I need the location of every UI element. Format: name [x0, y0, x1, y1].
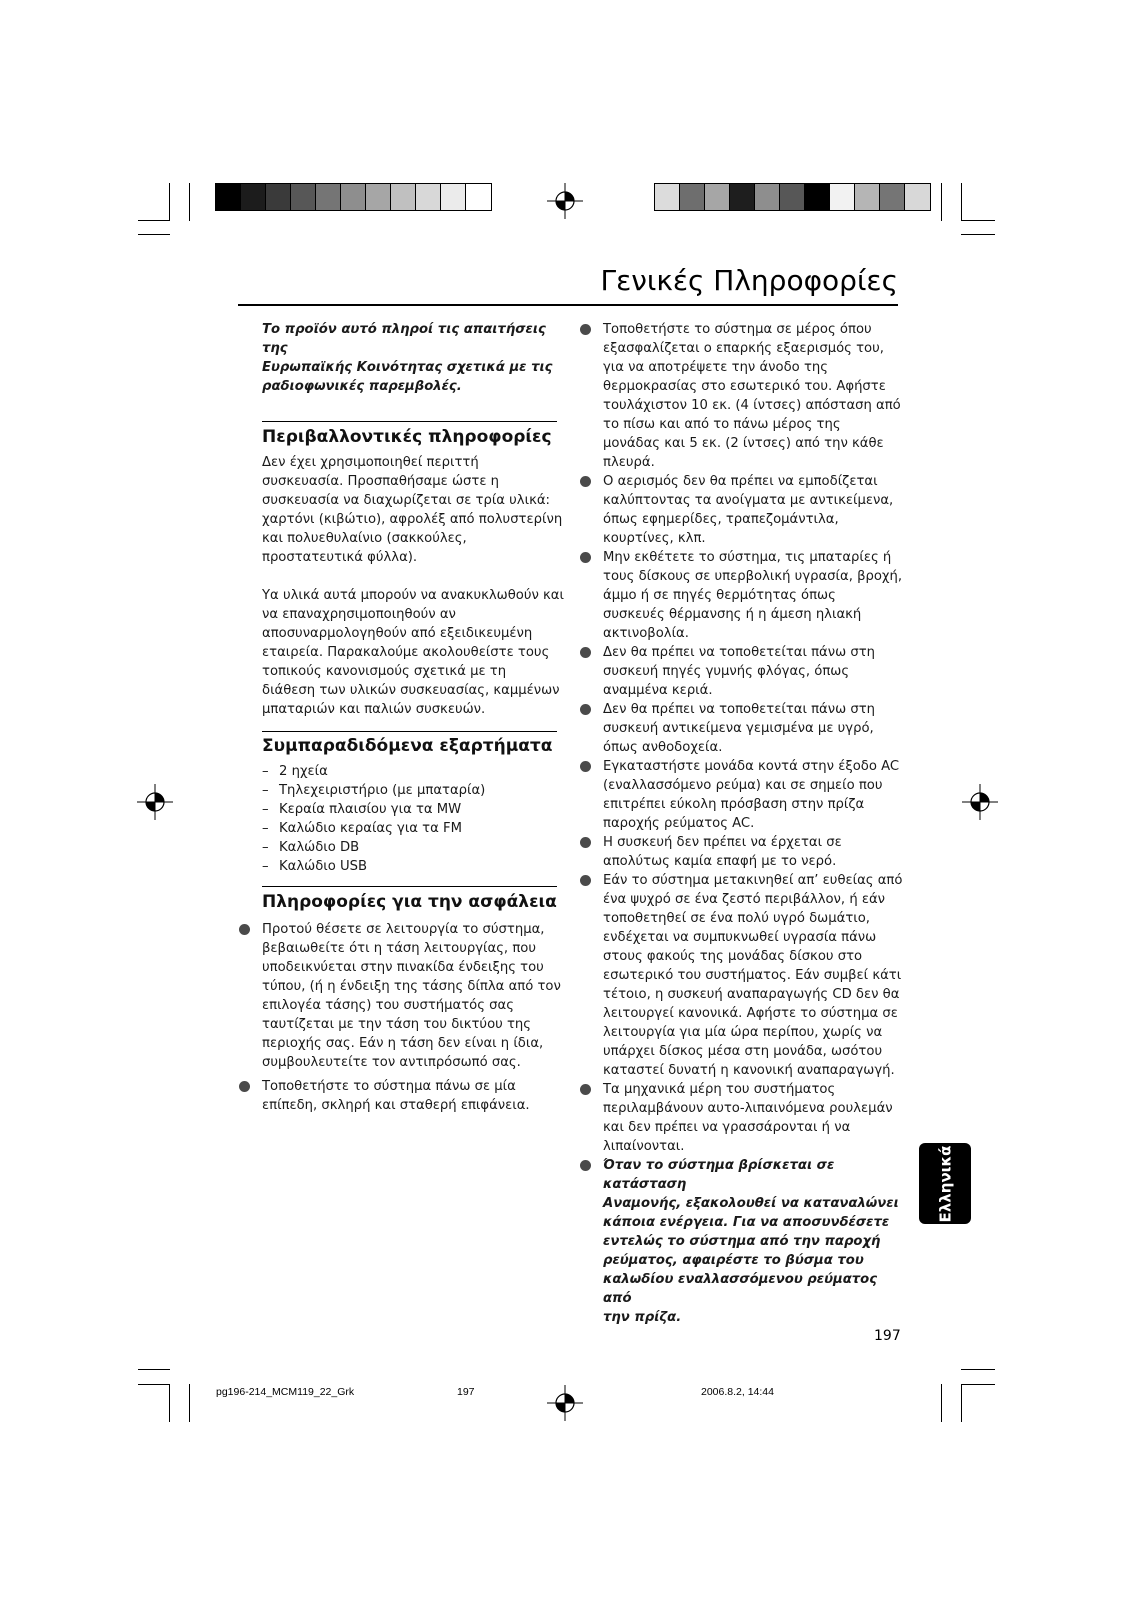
bullet-icon [580, 647, 591, 658]
registration-mark-icon [547, 1385, 583, 1421]
list-item: – Καλώδιο DB [262, 840, 360, 855]
list-item: Τα μηχανικά μέρη του συστήματος περιλαμβάνουν αυτο-λιπαινόμενα ρουλεμάν και δεν πρέπει να γρασσάρονται ή να λιπαίνονται. [603, 1080, 903, 1156]
footer-page: 197 [457, 1386, 475, 1398]
grayscale-bar-right [654, 183, 931, 211]
color-swatch [730, 184, 755, 210]
list-item: Τοποθετήστε το σύστημα πάνω σε μία επίπεδη, σκληρή και σταθερή επιφάνεια. [262, 1077, 567, 1115]
bullet-icon [239, 1081, 250, 1092]
color-swatch [316, 184, 341, 210]
bullet-icon [580, 552, 591, 563]
color-swatch [655, 184, 680, 210]
color-swatch [805, 184, 830, 210]
list-item-standby-warning: Όταν το σύστημα βρίσκεται σε κατάσταση Αναμονής, εξακολουθεί να καταναλώνει κάποια ενέργεια. Για να αποσυνδέσετε εντελώς το σύστημα από την παροχή ρεύματος, αφαιρέστε το βύσμα του καλωδίου εναλλασσόμενου ρεύματος από την πρίζα. [603, 1156, 903, 1327]
color-swatch [680, 184, 705, 210]
page-number: 197 [874, 1328, 901, 1344]
color-swatch [705, 184, 730, 210]
color-swatch [266, 184, 291, 210]
color-swatch [366, 184, 391, 210]
color-swatch [830, 184, 855, 210]
right-column [603, 320, 903, 1327]
list-item: Δεν θα πρέπει να τοποθετείται πάνω στη συσκευή πηγές γυμνής φλόγας, όπως αναμμένα κεριά. [603, 643, 903, 700]
color-swatch [905, 184, 930, 210]
section-rule [262, 886, 557, 887]
registration-mark-icon [137, 784, 173, 820]
color-swatch [341, 184, 366, 210]
list-item: Μην εκθέτετε το σύστημα, τις μπαταρίες ή τους δίσκους σε υπερβολική υγρασία, βροχή, άμμο ή σε πηγές θερμότητας όπως συσκευές θέρμανσης ή η άμεση ηλιακή ακτινοβολία. [603, 548, 903, 643]
bullet-icon [239, 924, 250, 935]
list-item: – Καλώδιο USB [262, 859, 368, 874]
color-swatch [441, 184, 466, 210]
safety-list-continued [603, 320, 903, 1327]
bullet-icon [580, 324, 591, 335]
list-item: – 2 ηχεία [262, 764, 328, 779]
list-item: Εγκαταστήστε μονάδα κοντά στην έξοδο AC (εναλλασσόμενο ρεύμα) και σε σημείο που επιτρέπει εύκολη πρόσβαση στην πρίζα παροχής ρεύματος AC. [603, 757, 903, 833]
bullet-icon [580, 875, 591, 886]
intro-notice: Το προϊόν αυτό πληροί τις απαιτήσεις της Ευρωπαϊκής Κοινότητας σχετικά με τις ραδιοφωνικές παρεμβολές. [262, 322, 553, 394]
section-title-safety: Πληροφορίες για την ασφάλεια [262, 892, 557, 912]
list-item: – Τηλεχειριστήριο (με μπαταρία) [262, 783, 486, 798]
list-item: Ο αερισμός δεν θα πρέπει να εμποδίζεται καλύπτοντας τα ανοίγματα με αντικείμενα, όπως εφημερίδες, τραπεζομάντιλα, κουρτίνες, κλπ. [603, 472, 903, 548]
bullet-icon [580, 837, 591, 848]
list-item: Δεν θα πρέπει να τοποθετείται πάνω στη συσκευή αντικείμενα γεμισμένα με υγρό, όπως ανθοδοχεία. [603, 700, 903, 757]
footer-filename: pg196-214_MCM119_22_Grk [216, 1386, 355, 1398]
title-rule [238, 304, 898, 306]
environmental-paragraph: Υα υλικά αυτά μπορούν να ανακυκλωθούν και να επαναχρησιμοποιηθούν αν αποσυναρμολογηθούν από εξειδικευμένη εταιρεία. Παρακαλούμε ακολουθείστε τους τοπικούς κανονισμούς σχετικά με τη διάθεση των υλικών συσκευασίας, καμμένων μπαταριών και παλιών συσκευών. [262, 588, 564, 717]
list-item: Η συσκευή δεν πρέπει να έρχεται σε απολύτως καμία επαφή με το νερό. [603, 833, 903, 871]
list-item: Εάν το σύστημα μετακινηθεί απ’ ευθείας από ένα ψυχρό σε ένα ζεστό περιβάλλον, ή εάν τοποθετηθεί σε ένα πολύ υγρό δωμάτιο, ενδέχεται να συμπυκνωθεί υγρασία πάνω στους φακούς της μονάδας δίσκου στο εσωτερικό του συστήματος. Εάν συμβεί κάτι τέτοιο, η συσκευή αναπαραγωγής CD δεν θα λειτουργεί κανονικά. Αφήστε το σύστημα σε λειτουργία για μία ώρα περίπου, χωρίς να υπάρχει δίσκος μέσα στη μονάδα, ωσότου καταστεί δυνατή η κανονική αναπαραγωγή. [603, 871, 903, 1080]
section-rule [262, 421, 557, 422]
registration-mark-icon [962, 784, 998, 820]
language-tab [919, 1143, 971, 1224]
bullet-icon [580, 761, 591, 772]
footer-datetime: 2006.8.2, 14:44 [701, 1386, 774, 1398]
color-swatch [216, 184, 241, 210]
bullet-icon [580, 476, 591, 487]
color-swatch [241, 184, 266, 210]
language-tab-label: Ελληνικά [936, 1145, 954, 1222]
bullet-icon [580, 704, 591, 715]
bullet-icon [580, 1160, 591, 1171]
color-swatch [780, 184, 805, 210]
color-swatch [391, 184, 416, 210]
bullet-icon [580, 1084, 591, 1095]
section-title-environmental: Περιβαλλοντικές πληροφορίες [262, 427, 552, 447]
color-swatch [755, 184, 780, 210]
accessories-list [262, 762, 567, 876]
list-item: Προτού θέσετε σε λειτουργία το σύστημα, βεβαιωθείτε ότι η τάση λειτουργίας, που υποδεικνύεται στην πινακίδα ένδειξης του τύπου, (ή η ένδειξη της τάσης δίπλα από τον επιλογέα τάσης) του συστήματός σας ταυτίζεται με την τάση του δικτύου της περιοχής σας. Εάν η τάση δεν είναι η ίδια, συμβουλευτείτε τον αντιπρόσωπό σας. [262, 920, 567, 1072]
list-item: – Κεραία πλαισίου για τα MW [262, 802, 462, 817]
color-swatch [466, 184, 491, 210]
environmental-paragraph: Δεν έχει χρησιμοποιηθεί περιττή συσκευασία. Προσπαθήσαμε ώστε η συσκευασία να διαχωρίζεται σε τρία υλικά: χαρτόνι (κιβώτιο), αφρολέξ από πολυστερίνη και πολυεθυλαίνιο (σακκούλες, προστατευτικά φύλλα). [262, 455, 563, 565]
grayscale-bar-left [215, 183, 492, 211]
color-swatch [416, 184, 441, 210]
list-item: – Καλώδιο κεραίας για τα FM [262, 821, 462, 836]
list-item: Τοποθετήστε το σύστημα σε μέρος όπου εξασφαλίζεται ο επαρκής εξαερισμός του, για να αποτρέψετε την άνοδο της θερμοκρασίας στο εσωτερικό του. Αφήστε τουλάχιστον 10 εκ. (4 ίντσες) απόσταση από το πίσω και από το πάνω μέρος της μονάδας και 5 εκ. (2 ίντσες) από την κάθε πλευρά. [603, 320, 903, 472]
color-swatch [291, 184, 316, 210]
page-title: Γενικές Πληροφορίες [600, 264, 898, 297]
color-swatch [855, 184, 880, 210]
section-rule [262, 731, 557, 732]
section-title-accessories: Συμπαραδιδόμενα εξαρτήματα [262, 736, 553, 756]
left-column [262, 320, 567, 1115]
registration-mark-icon [547, 183, 583, 219]
color-swatch [880, 184, 905, 210]
safety-list [262, 920, 567, 1115]
